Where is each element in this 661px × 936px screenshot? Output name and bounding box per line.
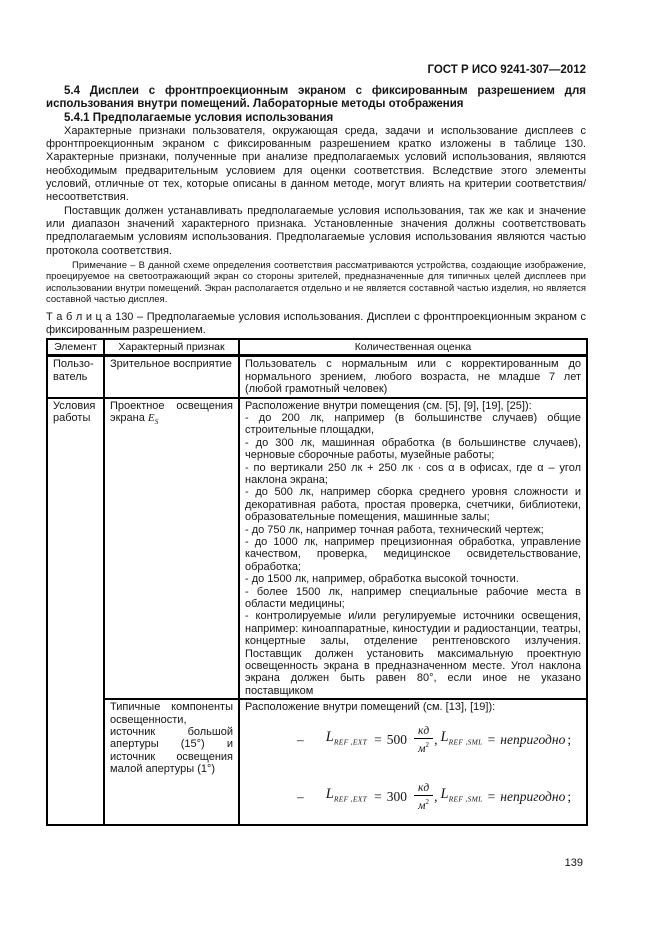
lighting-item: - контролируемые и/или регулируемые источники освещения, например: киноаппаратные, киностудии и радиостанции, театры, концертные залы, отделение рентгеновского излучения. Поставщик должен установить максимальную проектную освещенность экрана в предназначенном месте. Угол наклона экрана должен быть равен 80°, если иное не указано поставщиком [245, 610, 581, 697]
formula-value: 500 [386, 731, 407, 747]
lighting-item: - по вертикали 250 лк + 250 лк · cos α в офисах, где α – угол наклона экрана; [245, 461, 581, 486]
table-caption-label: Т а б л и ц а 130 [46, 311, 134, 324]
lighting-item: - до 1000 лк, например прецизионная обработка, управление качеством, проверка, медицинское освидетельствование, обработка; [245, 535, 581, 573]
semicolon: ; [567, 788, 572, 804]
conditions-table [46, 338, 588, 826]
lighting-item: - до 750 лк, например точная работа, технический чертеж; [245, 523, 544, 536]
table-row-conditions-1 [47, 398, 587, 700]
col-header-value: Количественная оценка [239, 339, 587, 356]
table-caption-text: – Предполагаемые условия использования. Дисплеи с фронтпроекционным экраном с фиксированным разрешением. [46, 311, 586, 336]
equals-sign: = [374, 788, 382, 804]
comma: , [434, 788, 438, 804]
lighting-intro: Расположение внутри помещения (см. [5], [9], [19], [25]): [245, 399, 532, 412]
equals-sign: = [487, 731, 496, 747]
formula-rhs: $L_{REF ,SML}$ [440, 729, 483, 747]
formula-result: непригодно [500, 731, 566, 747]
lighting-item: - до 300 лк, машинная обработка (в большинстве случаев), черновые сборочные работы, музейные работы; [245, 436, 581, 462]
formula-lhs: $L_{REF ,EXT}$ [325, 729, 368, 747]
formula-dash: – [297, 731, 304, 747]
formula-rhs: $L_{REF ,SML}$ [440, 785, 483, 804]
formula-luminance-500 [297, 726, 581, 755]
cell-element-user: Пользо-ватель [47, 356, 104, 398]
paragraph-supplier: Поставщик должен устанавливать предполагаемые условия использования, так же как и значение или диапазон значений характерного признака. Установленные значения должны соответствовать предполагаемым условиям использования. Предполагаемые условия использования являются частью протокола соответствия. [46, 204, 586, 257]
cell-value-user: Пользователь с нормальным или с корректированным до нормального зрением, любого возраста, не младше 7 лет (любой грамотный человек) [239, 356, 587, 398]
feature-text: Проектное освещения экрана [110, 399, 233, 424]
cell-element-conditions: Условия работы [47, 398, 104, 826]
table-header-row [47, 339, 587, 356]
cell-feature-lighting [104, 398, 239, 700]
cell-value-components [239, 699, 587, 825]
cell-feature-user: Зрительное восприятие [104, 356, 239, 398]
cell-feature-components: Типичные компоненты освещенности, источник большой апертуры (15°) и источник освещения малой апертуры (1°) [104, 699, 239, 825]
lighting-item: - более 1500 лк, например специальные рабочие места в области медицины; [245, 585, 581, 611]
page-number: 139 [564, 857, 583, 869]
formula-result: непригодно [500, 788, 566, 804]
lighting-item: - до 200 лк, например (в большинстве случаев) общие строительные площадки, [245, 411, 581, 437]
col-header-element: Элемент [47, 339, 104, 356]
table-caption [46, 311, 586, 336]
section-heading-5-4-1: 5.4.1 Предполагаемые условия использования [64, 111, 334, 124]
table-row-user [47, 356, 587, 398]
col-header-feature: Характерный признак [104, 339, 239, 356]
formula-value: 300 [386, 788, 407, 804]
formula-lhs: $L_{REF ,EXT}$ [325, 785, 368, 804]
formula-luminance-300 [297, 783, 581, 812]
lighting-item: - до 1500 лк, например, обработка высокой точности. [245, 573, 519, 586]
section-heading-5-4: 5.4 Дисплеи с фронтпроекционным экраном с фиксированным разрешением для использования внутри помещений. Лабораторные методы отображения [46, 85, 586, 111]
equals-sign: = [374, 731, 382, 747]
formula-dash: – [297, 788, 304, 804]
doc-header: ГОСТ Р ИСО 9241-307—2012 [427, 64, 586, 76]
cell-value-lighting [239, 398, 587, 700]
page-content [46, 0, 586, 869]
feature-variable: $E_S$ [147, 411, 159, 427]
lighting-item: - до 500 лк, например сборка среднего уровня сложности и декоративная работа, простая проверка, счетчики, библиотеки, образовательные помещения, машинные залы; [245, 486, 581, 524]
table-row-conditions-2 [47, 699, 587, 825]
note-paragraph: Примечание – В данной схеме определения соответствия рассматриваются устройства, создающие изображение, проецируемое на светоотражающий экран со стороны зрителей, предназначенные для типичных целей дисплеев при использовании внутри помещений. Экран располагается отдельно и не является составной частью изделия, но является составной частью дисплея. [46, 259, 586, 306]
comma: , [434, 731, 438, 747]
unit-fraction: $\frac{кд}{м^2}$ [414, 726, 433, 755]
paragraph-characteristics: Характерные признаки пользователя, окружающая среда, задачи и использование дисплеев с фронтпроекционным экраном с фиксированным разрешением кратко изложены в таблице 130. Характерные признаки, полученные при анализе предполагаемых условий использования, являются необходимым предварительным условием для оценки соответствия. Вследствие этого элементы условий, отличные от тех, которые описаны в данном методе, могут влиять на критерии соответствия/несоответствия. [46, 124, 586, 204]
components-intro: Расположение внутри помещений (см. [13], [19]): [245, 701, 496, 714]
equals-sign: = [487, 788, 496, 804]
unit-fraction: $\frac{кд}{м^2}$ [414, 783, 433, 812]
semicolon: ; [567, 731, 572, 747]
